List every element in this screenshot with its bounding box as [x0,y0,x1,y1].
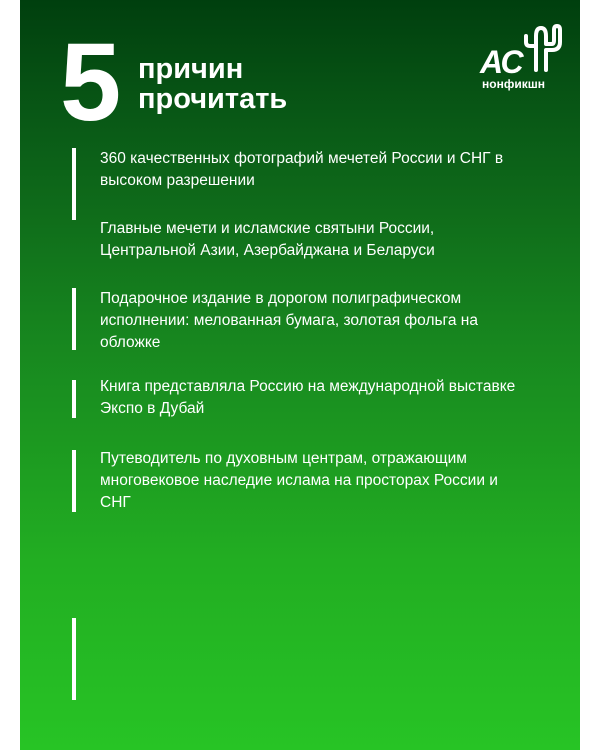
title-line-1: причин [138,53,244,85]
item-bar [72,380,76,418]
cactus-icon [522,22,562,72]
title-line-2: прочитать [138,83,288,115]
divider-bar [72,618,76,700]
reason-count: 5 [60,21,120,144]
logo-subtitle: нонфикшн [482,77,545,91]
reason-text: Подарочное издание в дорогом полиграфическом исполнении: мелованная бумага, золотая фольга на обложке [100,290,478,351]
publisher-logo [478,22,562,96]
item-bar [72,450,76,512]
reason-text: Главные мечети и исламские святыни России, Центральной Азии, Азербайджана и Беларуси [100,220,435,259]
reason-text: 360 качественных фотографий мечетей России и СНГ в высоком разрешении [100,150,504,189]
reason-text: Книга представляла Россию на международной выставке Экспо в Дубай [100,378,516,417]
reason-text: Путеводитель по духовным центрам, отражающим многовековое наследие ислама на просторах России и СНГ [100,450,498,511]
item-bar [72,148,76,220]
promo-card [20,0,580,750]
item-bar [72,288,76,350]
page-title [138,54,287,114]
logo-mark: АС [480,44,523,80]
